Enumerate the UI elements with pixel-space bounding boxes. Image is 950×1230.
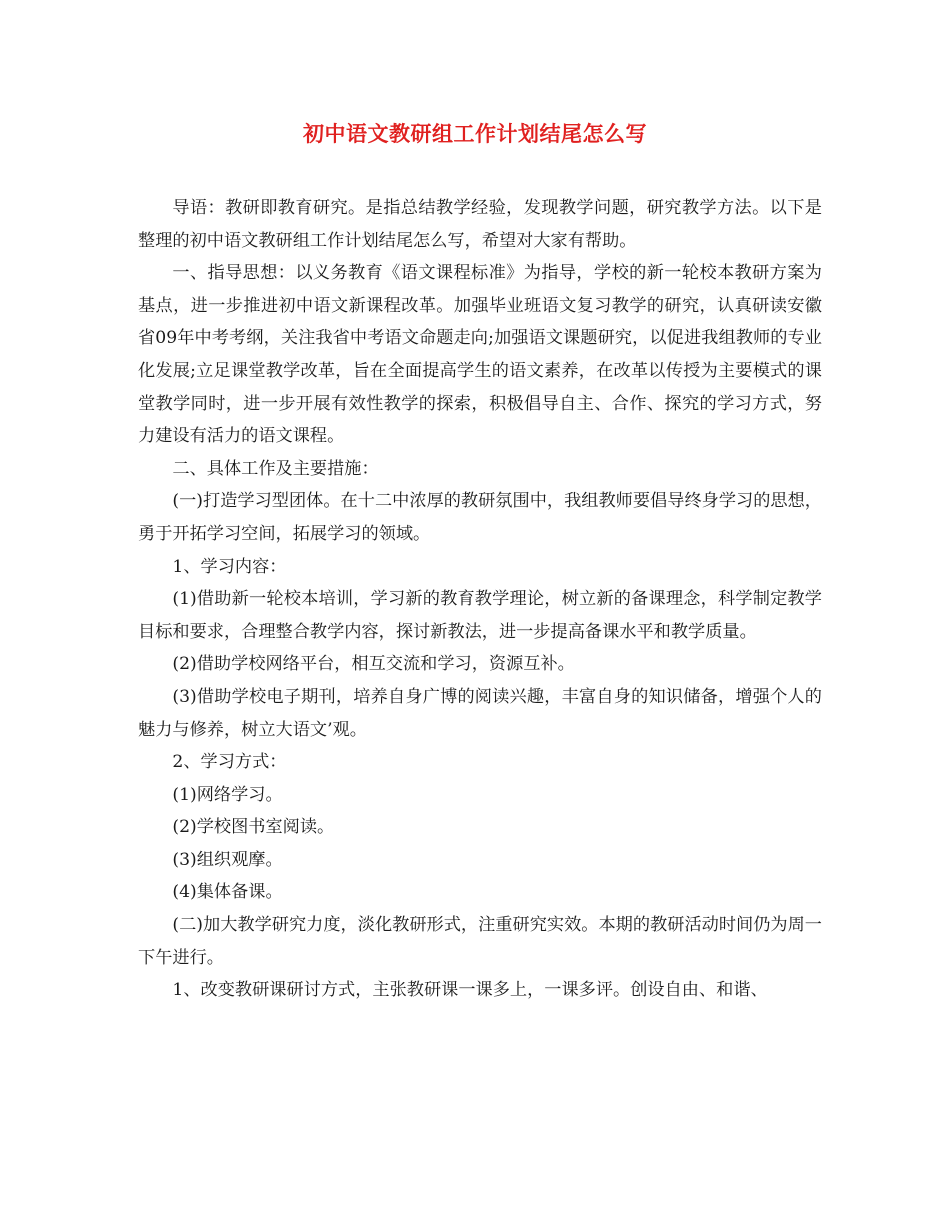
paragraph-intro: 导语：教研即教育研究。是指总结教学经验，发现教学问题，研究教学方法。以下是整理的初中语文教研组工作计划结尾怎么写，希望对大家有帮助。 xyxy=(138,198,822,251)
document-body xyxy=(138,192,822,1007)
paragraph-research-effort: (二)加大教学研究力度，淡化教研形式，注重研究实效。本期的教研活动时间仍为周一下午进行。 xyxy=(138,915,822,968)
paragraph-learning-content-heading: 1、学习内容： xyxy=(172,556,287,577)
paragraph-content-item-1: (1)借助新一轮校本培训，学习新的教育教学理论，树立新的备课理念，科学制定教学目标和要求，合理整合教学内容，探讨新教法，进一步提高备课水平和教学质量。 xyxy=(138,589,822,642)
paragraph-content-item-2: (2)借助学校网络平台，相互交流和学习，资源互补。 xyxy=(172,654,575,675)
paragraph-content-item-3: (3)借助学校电子期刊，培养自身广博的阅读兴趣，丰富自身的知识储备，增强个人的魅力与修养，树立大语文’观。 xyxy=(138,686,822,740)
paragraph-learning-team: (一)打造学习型团体。在十二中浓厚的教研氛围中，我组教师要倡导终身学习的思想，勇于开拓学习空间，拓展学习的领域。 xyxy=(138,491,822,544)
paragraph-method-item-4: (4)集体备课。 xyxy=(172,882,283,903)
paragraph-method-item-3: (3)组织观摩。 xyxy=(172,849,283,870)
paragraph-method-item-1: (1)网络学习。 xyxy=(172,784,283,805)
paragraph-guiding-thought: 一、指导思想：以义务教育《语文课程标准》为指导，学校的新一轮校本教研方案为基点，进一步推进初中语文新课程改革。加强毕业班语文复习教学的研究，认真研读安徽省09年中考考纲，关注我省中考语文命题走向;加强语文课题研究，以促进我组教师的专业化发展;立足课堂教学改革，旨在全面提高学生的语文素养，在改革以传授为主要模式的课堂教学同时，进一步开展有效性教学的探索，积极倡导自主、合作、探究的学习方式，努力建设有活力的语文课程。 xyxy=(138,263,822,447)
paragraph-method-item-2: (2)学校图书室阅读。 xyxy=(172,817,335,838)
paragraph-research-item-1: 1、改变教研课研讨方式，主张教研课一课多上，一课多评。创设自由、和谐、 xyxy=(172,980,768,1001)
paragraph-learning-method-heading: 2、学习方式： xyxy=(172,752,287,773)
document-title: 初中语文教研组工作计划结尾怎么写 xyxy=(303,121,647,146)
paragraph-section-two-heading: 二、具体工作及主要措施： xyxy=(172,458,379,479)
